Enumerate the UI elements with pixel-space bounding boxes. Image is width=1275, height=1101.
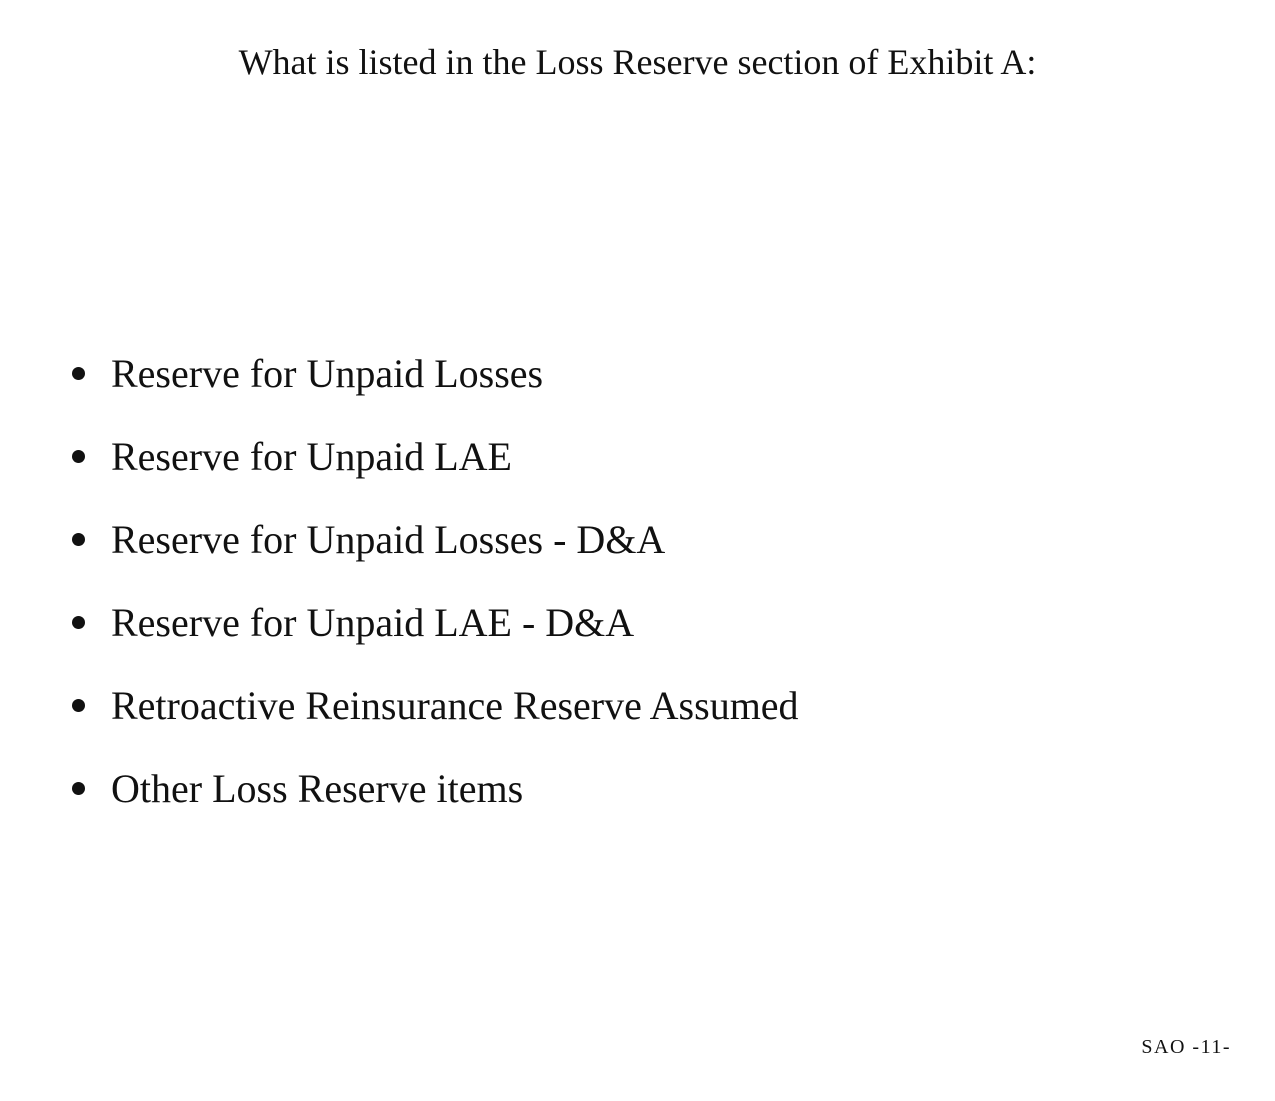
list-item xyxy=(64,332,799,415)
bullet-list xyxy=(64,332,799,830)
list-item-text: Other Loss Reserve items xyxy=(111,766,524,811)
list-item-text: Reserve for Unpaid LAE - D&A xyxy=(111,600,635,645)
list-item xyxy=(64,664,799,747)
bullet-icon xyxy=(72,782,85,795)
list-item xyxy=(64,498,799,581)
slide-title: What is listed in the Loss Reserve section of Exhibit A: xyxy=(238,42,1037,82)
list-item xyxy=(64,415,799,498)
list-item-text: Reserve for Unpaid LAE xyxy=(111,434,512,479)
list-item xyxy=(64,581,799,664)
bullet-icon xyxy=(72,616,85,629)
bullet-icon xyxy=(72,450,85,463)
list-item-text: Reserve for Unpaid Losses xyxy=(111,351,544,396)
list-item xyxy=(64,747,799,830)
bullet-icon xyxy=(72,367,85,380)
page-footer: SAO -11- xyxy=(1141,1036,1231,1058)
list-item-text: Retroactive Reinsurance Reserve Assumed xyxy=(111,683,799,728)
bullet-icon xyxy=(72,533,85,546)
bullet-icon xyxy=(72,699,85,712)
list-item-text: Reserve for Unpaid Losses - D&A xyxy=(111,517,666,562)
